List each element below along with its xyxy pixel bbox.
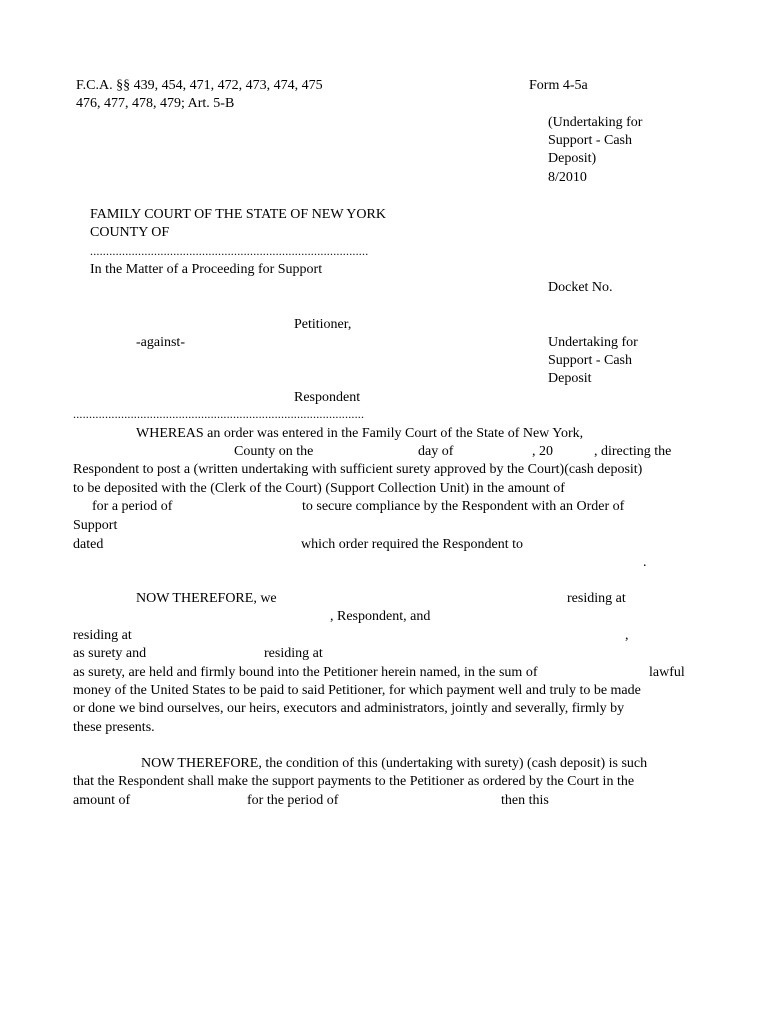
- whereas-county-on-the: County on the: [234, 444, 314, 459]
- now-held-and-bound: as surety, are held and firmly bound into the Petitioner herein named, in the sum of: [73, 665, 538, 680]
- matter-title: In the Matter of a Proceeding for Support: [90, 262, 323, 277]
- whereas-end-period: .: [643, 555, 647, 570]
- whereas-line1: WHEREAS an order was entered in the Family Court of the State of New York,: [136, 426, 584, 441]
- form-description-line2: Support - Cash: [548, 133, 632, 148]
- now-residing-at-2: residing at: [73, 628, 132, 643]
- caption-dotted-line: ...........................................................................................: [73, 407, 365, 421]
- county-dotted-line: .......................................................................................: [90, 244, 369, 258]
- condition-line1: NOW THEREFORE, the condition of this (undertaking with surety) (cash deposit) is such: [141, 756, 648, 771]
- document-title-line3: Deposit: [548, 371, 592, 386]
- form-number: Form 4-5a: [529, 78, 588, 93]
- whereas-line4: to be deposited with the (Clerk of the Court) (Support Collection Unit) in the amount of: [73, 481, 565, 496]
- condition-then-this: then this: [501, 793, 549, 808]
- statute-reference-line2: 476, 477, 478, 479; Art. 5-B: [76, 96, 235, 111]
- county-label: COUNTY OF: [90, 225, 170, 240]
- petitioner-label: Petitioner,: [294, 317, 352, 332]
- now-money-line: money of the United States to be paid to said Petitioner, for which payment well and truly to be made: [73, 683, 641, 698]
- condition-period-of: for the period of: [247, 793, 339, 808]
- condition-line2: that the Respondent shall make the support payments to the Petitioner as ordered by the Court in the: [73, 774, 635, 789]
- now-respondent-and: , Respondent, and: [330, 609, 431, 624]
- whereas-support: Support: [73, 518, 118, 533]
- whereas-year-prefix: , 20: [532, 444, 553, 459]
- now-as-surety-and: as surety and: [73, 646, 147, 661]
- whereas-period-of: for a period of: [92, 499, 173, 514]
- now-these-presents: these presents.: [73, 720, 155, 735]
- docket-label: Docket No.: [548, 280, 613, 295]
- form-description-line1: (Undertaking for: [548, 115, 643, 130]
- condition-amount-of: amount of: [73, 793, 131, 808]
- now-residing-at-1: residing at: [567, 591, 626, 606]
- now-bind-ourselves: or done we bind ourselves, our heirs, executors and administrators, jointly and severally, firmly by: [73, 701, 625, 716]
- now-residing-at-3: residing at: [264, 646, 323, 661]
- respondent-label: Respondent: [294, 390, 361, 405]
- whereas-directing-the: , directing the: [594, 444, 672, 459]
- document-title-line2: Support - Cash: [548, 353, 632, 368]
- court-name: FAMILY COURT OF THE STATE OF NEW YORK: [90, 207, 386, 222]
- against-label: -against-: [136, 335, 185, 350]
- statute-reference-line1: F.C.A. §§ 439, 454, 471, 472, 473, 474, 475: [76, 78, 323, 93]
- whereas-secure-compliance: to secure compliance by the Respondent with an Order of: [302, 499, 625, 514]
- form-revision-date: 8/2010: [548, 170, 587, 185]
- now-therefore-we: NOW THEREFORE, we: [136, 591, 277, 606]
- now-lawful: lawful: [649, 665, 685, 680]
- form-description-line3: Deposit): [548, 151, 597, 166]
- whereas-order-required: which order required the Respondent to: [301, 537, 523, 552]
- whereas-dated: dated: [73, 537, 104, 552]
- whereas-line3: Respondent to post a (written undertaking with sufficient surety approved by the Court)(cash deposit): [73, 462, 643, 477]
- whereas-day-of: day of: [418, 444, 454, 459]
- document-title-line1: Undertaking for: [548, 335, 638, 350]
- now-comma: ,: [625, 628, 629, 643]
